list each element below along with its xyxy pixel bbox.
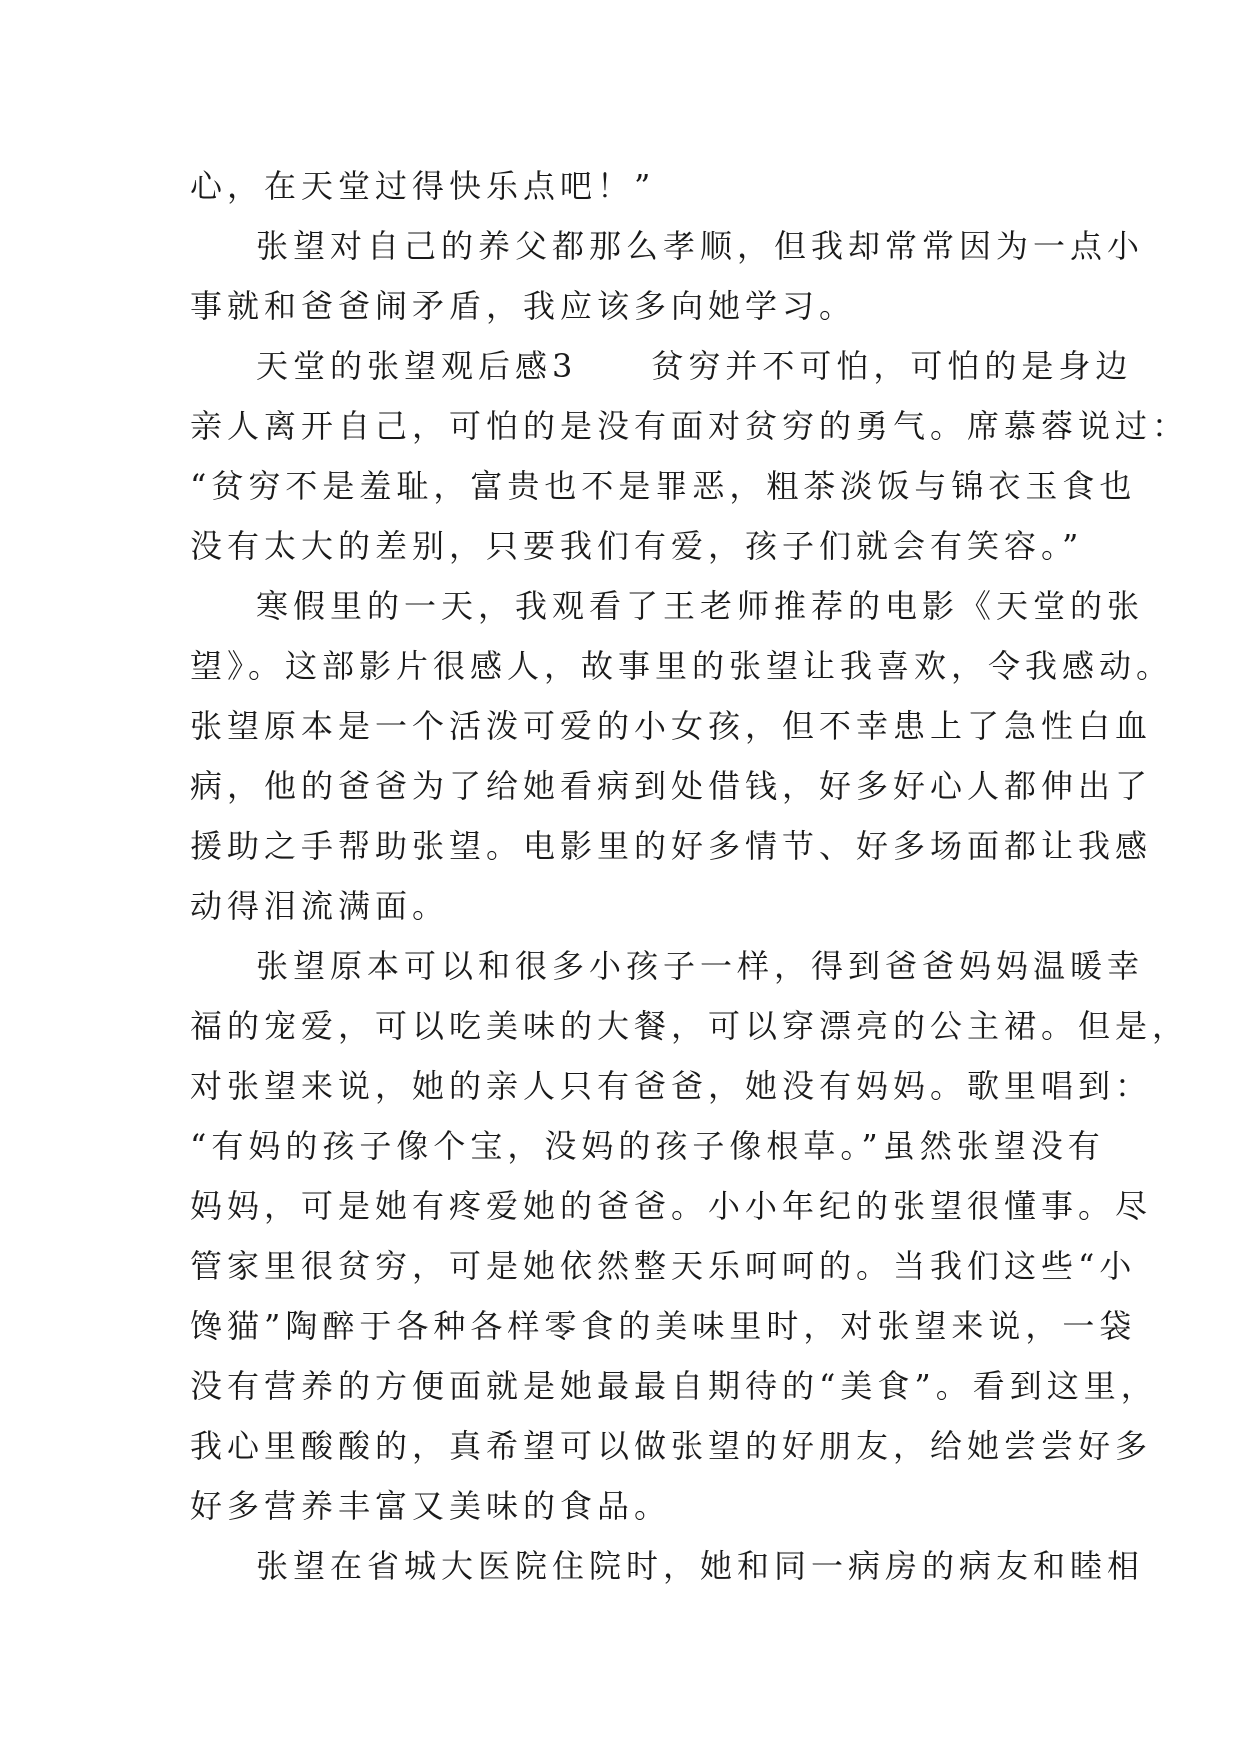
paragraph-first-line: 张望在省城大医院住院时，她和同一病房的病友和睦相 — [256, 1547, 1145, 1585]
paragraph-first-line: 寒假里的一天，我观看了王老师推荐的电影《天堂的张 — [256, 587, 1145, 625]
paragraph-first-line: 张望原本可以和很多小孩子一样，得到爸爸妈妈温暖幸 — [256, 947, 1145, 985]
text-line: 动得泪流满面。 — [190, 887, 450, 925]
text-line: 没有太大的差别，只要我们有爱，孩子们就会有笑容。” — [190, 527, 1084, 565]
text-line: 管家里很贫穷，可是她依然整天乐呵呵的。当我们这些“小 — [190, 1247, 1137, 1285]
text-line: 好多营养丰富又美味的食品。 — [190, 1487, 672, 1525]
text-line: “有妈的孩子像个宝，没妈的孩子像根草。”虽然张望没有 — [190, 1127, 1105, 1165]
text-line: 妈妈，可是她有疼爱她的爸爸。小小年纪的张望很懂事。尽 — [190, 1187, 1153, 1225]
text-line: 对张望来说，她的亲人只有爸爸，她没有妈妈。歌里唱到： — [190, 1067, 1153, 1105]
text-line: 心，在天堂过得快乐点吧！” — [190, 167, 656, 205]
paragraph-first-line: 张望对自己的养父都那么孝顺，但我却常常因为一点小 — [256, 227, 1145, 265]
text-line: 亲人离开自己，可怕的是没有面对贫穷的勇气。席慕蓉说过： — [190, 407, 1190, 445]
text-line: 望》。这部影片很感人，故事里的张望让我喜欢，令我感动。 — [190, 647, 1174, 685]
text-line: 事就和爸爸闹矛盾，我应该多向她学习。 — [190, 287, 857, 325]
text-line: “贫穷不是羞耻，富贵也不是罪恶，粗茶淡饭与锦衣玉食也 — [190, 467, 1137, 505]
text-line: 张望原本是一个活泼可爱的小女孩，但不幸患上了急性白血 — [190, 707, 1153, 745]
text-line: 没有营养的方便面就是她最最自期待的“美食”。看到这里， — [190, 1367, 1158, 1405]
text-line: 我心里酸酸的，真希望可以做张望的好朋友，给她尝尝好多 — [190, 1427, 1153, 1465]
text-line: 馋猫”陶醉于各种各样零食的美味里时，对张望来说，一袋 — [190, 1307, 1137, 1345]
document-body — [190, 156, 1190, 1596]
section-heading-line: 天堂的张望观后感3 贫穷并不可怕，可怕的是身边 — [256, 347, 1133, 385]
text-line: 援助之手帮助张望。电影里的好多情节、好多场面都让我感 — [190, 827, 1153, 865]
text-line: 病，他的爸爸为了给她看病到处借钱，好多好心人都伸出了 — [190, 767, 1153, 805]
text-line: 福的宠爱，可以吃美味的大餐，可以穿漂亮的公主裙。但是， — [190, 1007, 1190, 1045]
